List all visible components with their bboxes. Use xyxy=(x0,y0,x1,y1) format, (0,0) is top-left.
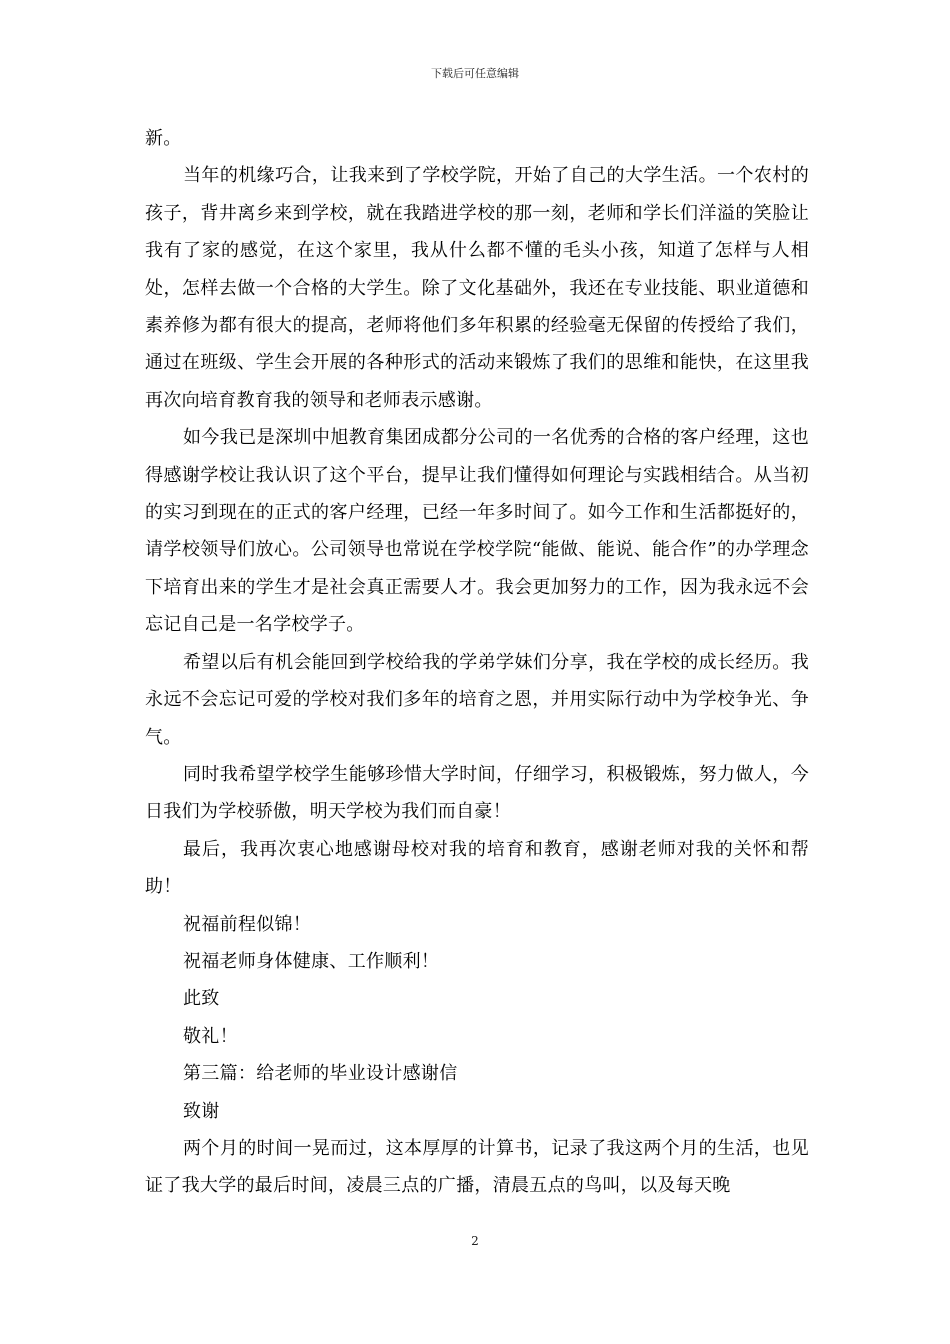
paragraph: 同时我希望学校学生能够珍惜大学时间，仔细学习，积极锻炼，努力做人，今日我们为学校骄傲，明天学校为我们而自豪！ xyxy=(145,763,809,823)
paragraph: 希望以后有机会能回到学校给我的学弟学妹们分享，我在学校的成长经历。我永远不会忘记可爱的学校对我们多年的培育之恩，并用实际行动中为学校争光、争气。 xyxy=(145,651,809,748)
paragraph: 如今我已是深圳中旭教育集团成都分公司的一名优秀的合格的客户经理，这也得感谢学校让我认识了这个平台，提早让我们懂得如何理论与实践相结合。从当初的实习到现在的正式的客户经理，已经一年多时间了。如今工作和生活都挺好的，请学校领导们放心。公司领导也常说在学校学院“能做、能说、能合作”的办学理念下培育出来的学生才是社会真正需要人才。我会更加努力的工作，因为我永远不会忘记自己是一名学校学子。 xyxy=(145,427,809,636)
paragraph-continuation: 新。 xyxy=(145,128,182,149)
document-body xyxy=(145,120,809,1205)
page-number: 2 xyxy=(471,1234,479,1248)
paragraph: 当年的机缘巧合，让我来到了学校学院，开始了自己的大学生活。一个农村的孩子，背井离乡来到学校，就在我踏进学校的那一刻，老师和学长们洋溢的笑脸让我有了家的感觉，在这个家里，我从什么都不懂的毛头小孩，知道了怎样与人相处，怎样去做一个合格的大学生。除了文化基础外，我还在专业技能、职业道德和素养修为都有很大的提高，老师将他们多年积累的经验毫无保留的传授给了我们，通过在班级、学生会开展的各种形式的活动来锻炼了我们的思维和能快，在这里我再次向培育教育我的领导和老师表示感谢。 xyxy=(145,165,809,411)
paragraph: 最后，我再次衷心地感谢母校对我的培育和教育，感谢老师对我的关怀和帮助！ xyxy=(145,838,809,898)
page-header: 下载后可任意编辑 xyxy=(431,67,519,80)
wish-line: 祝福老师身体健康、工作顺利！ xyxy=(183,950,440,972)
wish-line: 祝福前程似锦！ xyxy=(183,913,312,935)
section-heading: 第三篇：给老师的毕业设计感谢信 xyxy=(183,1063,458,1085)
paragraph: 两个月的时间一晃而过，这本厚厚的计算书，记录了我这两个月的生活，也见证了我大学的最后时间，凌晨三点的广播，清晨五点的鸟叫，以及每天晚 xyxy=(145,1137,809,1197)
closing-salutation: 敬礼！ xyxy=(183,1025,238,1047)
closing-salutation: 此致 xyxy=(183,988,220,1010)
section-subheading: 致谢 xyxy=(183,1100,220,1122)
